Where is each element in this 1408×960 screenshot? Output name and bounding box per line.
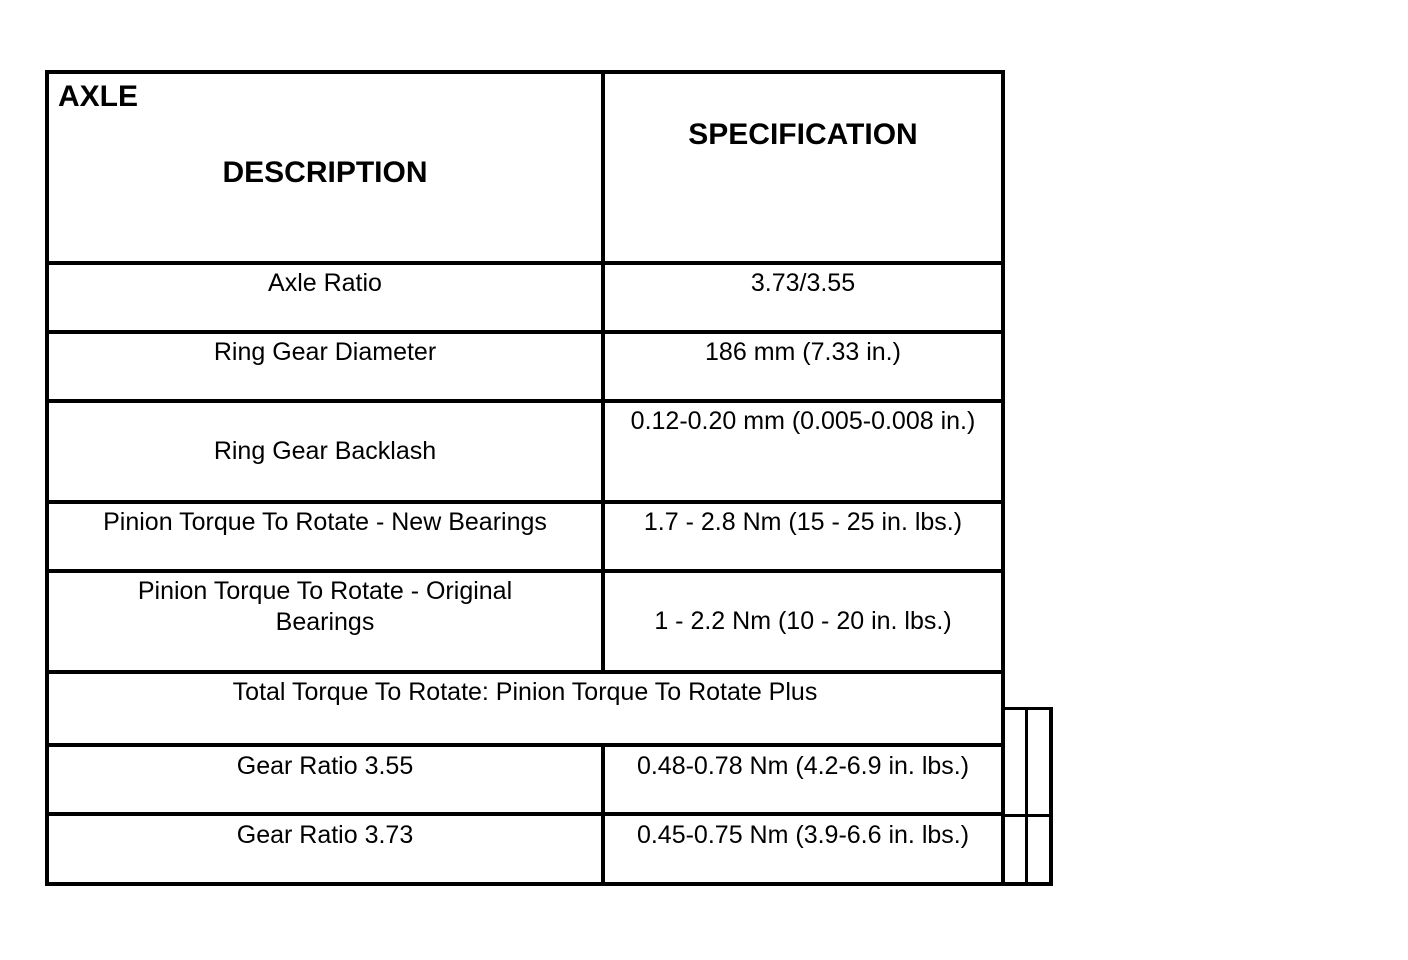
row-divider <box>45 670 1005 674</box>
gear-row-specification: 0.45-0.75 Nm (3.9-6.6 in. lbs.) <box>636 821 970 849</box>
header-description: DESCRIPTION <box>222 155 428 189</box>
row-divider <box>45 743 1005 747</box>
gear-row-description: Gear Ratio 3.73 <box>236 821 414 849</box>
row-description: Ring Gear Diameter <box>213 338 437 366</box>
gear-row-specification: 0.48-0.78 Nm (4.2-6.9 in. lbs.) <box>636 752 970 780</box>
row-divider <box>45 500 1005 504</box>
row-divider <box>45 330 1005 334</box>
spanning-row-text: Total Torque To Rotate: Pinion Torque To Rotate Plus <box>232 678 818 706</box>
row-description: Axle Ratio <box>268 269 382 297</box>
specification-table <box>45 70 1005 886</box>
gear-row-description: Gear Ratio 3.55 <box>236 752 414 780</box>
row-specification: 186 mm (7.33 in.) <box>705 338 901 366</box>
extra-column-edge <box>1049 707 1053 886</box>
extra-column-divider <box>1025 707 1028 886</box>
row-description: Pinion Torque To Rotate - Original Bearings <box>137 577 513 636</box>
row-divider <box>45 261 1005 265</box>
table-border-top <box>45 70 1005 74</box>
row-specification: 1 - 2.2 Nm (10 - 20 in. lbs.) <box>654 607 952 635</box>
header-specification: SPECIFICATION <box>688 117 918 151</box>
row-specification: 1.7 - 2.8 Nm (15 - 25 in. lbs.) <box>643 508 963 536</box>
table-border-right <box>1001 70 1005 886</box>
table-border-bottom <box>45 882 1005 886</box>
row-description: Ring Gear Backlash <box>213 437 437 465</box>
row-specification: 0.12-0.20 mm (0.005-0.008 in.) <box>630 407 976 435</box>
row-description: Pinion Torque To Rotate - New Bearings <box>103 508 547 536</box>
section-label: AXLE <box>58 80 139 113</box>
row-specification: 3.73/3.55 <box>750 269 856 297</box>
